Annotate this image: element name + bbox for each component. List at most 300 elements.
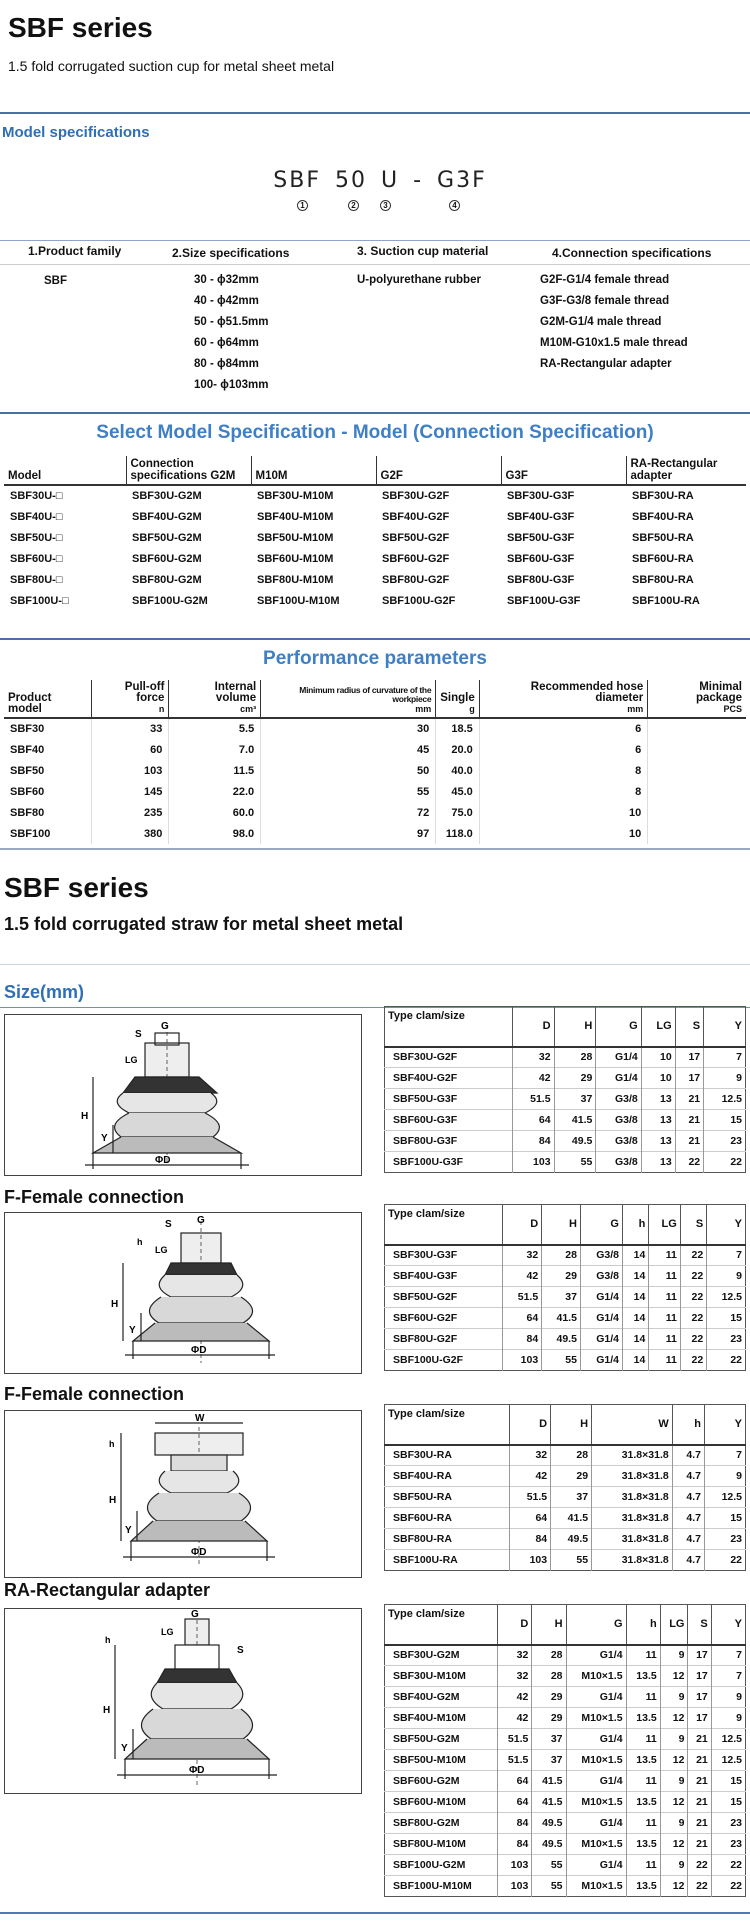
table-cell: 20.0 [436, 739, 480, 760]
table-cell: 72 [261, 802, 436, 823]
table-cell: G1/4 [580, 1287, 622, 1308]
table-header-row [385, 1605, 746, 1645]
dim-label-lg: LG [161, 1627, 174, 1637]
table-cell: 28 [554, 1047, 596, 1068]
column-header: G [580, 1205, 622, 1245]
column-header: Y [704, 1007, 746, 1047]
page-title: SBF series [8, 12, 153, 43]
table-cell: 21 [675, 1089, 703, 1110]
table-cell: SBF50U-M10M [257, 531, 334, 544]
table-cell: 42 [498, 1687, 532, 1708]
dim-label-h: H [81, 1111, 89, 1122]
table-cell: SBF40U-G3F [507, 510, 575, 523]
table-cell: 22 [680, 1245, 706, 1266]
table-cell: 55 [261, 781, 436, 802]
table-cell: 37 [532, 1750, 566, 1771]
table-cell: SBF60U-G2F [382, 552, 450, 565]
column-header: RA-Rectangular adapter [626, 456, 746, 485]
table-cell: G1/4 [580, 1308, 622, 1329]
table-cell: 21 [688, 1834, 711, 1855]
table-cell: 15 [711, 1771, 745, 1792]
divider [0, 412, 750, 414]
size-label: Size(mm) [4, 982, 85, 1002]
table-cell: SBF30U-G2F [382, 490, 450, 502]
marker-3: 3 [380, 200, 391, 211]
table-cell: 12.5 [711, 1750, 745, 1771]
table-row [4, 569, 746, 590]
table-cell: 84 [498, 1813, 532, 1834]
table-row [385, 1855, 746, 1876]
table-cell: 32 [510, 1445, 551, 1466]
table-cell: SBF40U-G2F [382, 510, 450, 523]
table-cell: G1/4 [596, 1068, 641, 1089]
connection-caption: F-Female connection [4, 1187, 185, 1207]
column-header [4, 680, 91, 718]
table-cell: 11 [626, 1687, 660, 1708]
table-cell: 12 [660, 1876, 688, 1897]
table-cell: G1/4 [580, 1329, 622, 1350]
table-cell: 31.8×31.8 [592, 1550, 673, 1571]
table-row [385, 1771, 746, 1792]
table-cell: 51.5 [498, 1750, 532, 1771]
table-row [385, 1308, 746, 1329]
column-header: G2F [376, 456, 501, 485]
material-heading: 3. Suction cup material [357, 244, 489, 258]
table-cell: 18.5 [436, 718, 480, 739]
table-cell: SBF50U-M10M [385, 1750, 498, 1771]
table-cell: 42 [512, 1068, 554, 1089]
section-title: SBF series [4, 872, 149, 903]
table-cell: 17 [688, 1666, 711, 1687]
table-cell: 14 [622, 1350, 648, 1371]
table-cell: 4.7 [672, 1550, 704, 1571]
table-cell: 9 [711, 1708, 745, 1729]
dim-label-y: Y [125, 1525, 132, 1536]
table-cell: 21 [688, 1729, 711, 1750]
table-cell: 11 [649, 1245, 680, 1266]
table-cell: SBF40 [10, 743, 45, 756]
table-cell: 9 [660, 1855, 688, 1876]
column-header: Model [8, 470, 42, 482]
table-cell: 10 [479, 823, 647, 844]
code-connection: G3F [437, 168, 487, 193]
dim-label-y: Y [129, 1325, 136, 1336]
column-header-unit: mm [627, 704, 644, 714]
table-cell: 55 [532, 1855, 566, 1876]
table-cell: 23 [711, 1813, 745, 1834]
table-cell: 21 [688, 1771, 711, 1792]
table-cell: 11 [649, 1329, 680, 1350]
table-cell: SBF60 [10, 785, 45, 798]
column-header: W [592, 1405, 673, 1445]
table-row [385, 1813, 746, 1834]
table-cell: 31.8×31.8 [592, 1529, 673, 1550]
table-cell: 41.5 [554, 1110, 596, 1131]
table-cell: SBF30U-G2F [385, 1047, 513, 1068]
table-cell: 60 [91, 739, 169, 760]
code-size: 50 [334, 168, 367, 193]
marker-1: 1 [297, 200, 308, 211]
suction-cup-drawing [5, 1411, 361, 1577]
table-row [385, 1287, 746, 1308]
table-cell: G3/8 [580, 1266, 622, 1287]
table-cell: 235 [91, 802, 169, 823]
connection-caption: RA-Rectangular adapter [4, 1580, 211, 1600]
table-cell: 22 [680, 1287, 706, 1308]
column-header [648, 680, 746, 718]
table-cell: SBF100U-M10M [385, 1876, 498, 1897]
dim-label-h: H [111, 1299, 119, 1310]
table-cell: SBF30U-G3F [507, 490, 575, 502]
column-header: H [551, 1405, 592, 1445]
table-header-row [385, 1405, 746, 1445]
dim-label-s: S [237, 1645, 244, 1656]
table-cell: G1/4 [566, 1687, 626, 1708]
table-cell: 22 [711, 1876, 745, 1897]
table-cell: 9 [660, 1645, 688, 1666]
table-cell: SBF60U-G2F [385, 1308, 503, 1329]
divider [0, 240, 750, 241]
table-cell: 51.5 [498, 1729, 532, 1750]
table-row [4, 506, 746, 527]
table-cell: SBF60U-RA [385, 1508, 510, 1529]
dim-label-w: W [195, 1413, 205, 1424]
table-cell: 84 [498, 1834, 532, 1855]
table-cell: 64 [498, 1771, 532, 1792]
table-cell: 11 [649, 1287, 680, 1308]
table-cell: 11 [626, 1855, 660, 1876]
table-cell: 145 [91, 781, 169, 802]
table-cell: SBF80 [10, 806, 45, 819]
table-cell: 10 [479, 802, 647, 823]
table-cell: SBF50U-RA [385, 1487, 510, 1508]
table-cell: G1/4 [566, 1813, 626, 1834]
column-header-unit: PCS [723, 704, 742, 714]
table-cell [648, 802, 746, 823]
family-value: SBF [44, 275, 67, 287]
model-code [273, 168, 487, 193]
table-cell: 32 [498, 1666, 532, 1687]
table-cell: 29 [551, 1466, 592, 1487]
table-cell: SBF30U-M10M [257, 490, 334, 502]
code-dash: - [413, 168, 424, 193]
table-row [385, 1089, 746, 1110]
table-cell: SBF60U-□ [10, 552, 63, 565]
table-cell: 41.5 [542, 1308, 581, 1329]
table-row [4, 739, 746, 760]
table-cell: 103 [512, 1152, 554, 1173]
dim-label-g: G [197, 1215, 205, 1226]
table-cell: 7 [711, 1666, 745, 1687]
table-cell: SBF60U-RA [632, 552, 694, 565]
table-cell: 22 [680, 1266, 706, 1287]
column-header: D [503, 1205, 542, 1245]
column-header: D [498, 1605, 532, 1645]
table-cell: 49.5 [532, 1834, 566, 1855]
material-value: U-polyurethane rubber [357, 274, 481, 286]
table-cell: 103 [510, 1550, 551, 1571]
table-cell: 42 [510, 1466, 551, 1487]
table-row [4, 823, 746, 844]
table-cell: 13.5 [626, 1834, 660, 1855]
size-item: 80 - ϕ84mm [194, 358, 259, 370]
table-cell [648, 781, 746, 802]
table-cell: SBF80U-□ [10, 573, 63, 586]
table-cell: SBF30U-G3F [385, 1245, 503, 1266]
table-cell: 55 [551, 1550, 592, 1571]
table-cell: G1/4 [566, 1771, 626, 1792]
divider [0, 112, 750, 114]
column-header: S [680, 1205, 706, 1245]
table-cell: SBF80U-RA [385, 1529, 510, 1550]
table-cell [648, 823, 746, 844]
table-cell: G3/8 [596, 1152, 641, 1173]
table-cell: 17 [675, 1068, 703, 1089]
table-cell: 28 [551, 1445, 592, 1466]
table-cell: SBF100U-□ [10, 594, 69, 607]
dim-label-lg: LG [125, 1055, 138, 1065]
table-cell: 13.5 [626, 1792, 660, 1813]
table-cell: M10×1.5 [566, 1708, 626, 1729]
table-cell: SBF100U-RA [632, 594, 700, 607]
drawing-female-g2f [4, 1014, 362, 1176]
table-cell: 45 [261, 739, 436, 760]
table-cell: 14 [622, 1308, 648, 1329]
table-cell: 9 [711, 1687, 745, 1708]
table-row [4, 802, 746, 823]
table-cell: G3/8 [596, 1089, 641, 1110]
table-cell: 64 [510, 1508, 551, 1529]
table-cell: 11 [649, 1350, 680, 1371]
connection-caption: F-Female connection [4, 1384, 185, 1404]
table-cell: 28 [532, 1645, 566, 1666]
table-cell: SBF40U-M10M [385, 1708, 498, 1729]
table-cell: 37 [542, 1287, 581, 1308]
table-cell: M10×1.5 [566, 1792, 626, 1813]
table-cell: SBF50U-G2M [385, 1729, 498, 1750]
table-cell: 5.5 [169, 718, 261, 739]
table-cell: 22.0 [169, 781, 261, 802]
column-header: H [542, 1205, 581, 1245]
table-cell: 22 [688, 1855, 711, 1876]
table-cell: SBF40U-M10M [257, 510, 334, 523]
table-cell: SBF80U-G3F [507, 573, 575, 586]
column-header-unit: cm³ [240, 704, 257, 714]
dimension-table-4 [384, 1604, 746, 1897]
table-cell: 4.7 [672, 1508, 704, 1529]
table-cell: 55 [554, 1152, 596, 1173]
table-cell: SBF40U-□ [10, 510, 63, 523]
table-cell: 49.5 [554, 1131, 596, 1152]
table-row [4, 548, 746, 569]
table-cell: 21 [688, 1792, 711, 1813]
column-header: S [675, 1007, 703, 1047]
column-header-label: Recommended hose diameter [530, 681, 644, 704]
table-cell: 11 [626, 1771, 660, 1792]
column-header-label: Minimum radius of curvature of the workpiece [299, 685, 432, 704]
table-cell: 12 [660, 1834, 688, 1855]
table-row [4, 781, 746, 802]
table-row [385, 1529, 746, 1550]
table-row [385, 1350, 746, 1371]
column-header: G [566, 1605, 626, 1645]
table-cell: 22 [675, 1152, 703, 1173]
table-cell: G1/4 [566, 1645, 626, 1666]
table-cell: 12.5 [704, 1089, 746, 1110]
table-cell: 15 [704, 1110, 746, 1131]
table-cell: 22 [680, 1329, 706, 1350]
table-cell: 41.5 [551, 1508, 592, 1529]
column-header-label: Internal volume [214, 681, 257, 704]
table-cell: SBF30U-M10M [385, 1666, 498, 1687]
table-cell: G1/4 [580, 1350, 622, 1371]
dim-label-g: G [161, 1021, 169, 1032]
table-row [4, 760, 746, 781]
table-row [385, 1266, 746, 1287]
table-cell: 10 [641, 1068, 675, 1089]
table-cell: 15 [711, 1792, 745, 1813]
table-cell: 12 [660, 1792, 688, 1813]
table-cell: 55 [532, 1876, 566, 1897]
table-cell: 7 [711, 1645, 745, 1666]
table-cell: 14 [622, 1287, 648, 1308]
dim-label-s: S [165, 1219, 172, 1230]
table-cell: 60.0 [169, 802, 261, 823]
column-header-unit: mm [415, 704, 432, 714]
table-cell: SBF100U-RA [385, 1550, 510, 1571]
table-cell: 84 [503, 1329, 542, 1350]
dim-label-d: ΦD [189, 1765, 205, 1776]
dimension-table-1 [384, 1006, 746, 1173]
table-cell: SBF40U-RA [632, 510, 694, 523]
divider [0, 638, 750, 640]
dim-label-h-small: h [105, 1635, 111, 1645]
table-cell: 22 [704, 1550, 745, 1571]
column-header: Type clam/size [385, 1605, 498, 1645]
column-header: h [672, 1405, 704, 1445]
table-cell: SBF40U-G2F [385, 1068, 513, 1089]
table-cell: SBF40U-G3F [385, 1266, 503, 1287]
table-cell: SBF30U-G2M [132, 490, 202, 502]
connection-item: RA-Rectangular adapter [540, 358, 672, 370]
drawing-male-connection [4, 1608, 362, 1794]
connection-item: G3F-G3/8 female thread [540, 295, 670, 307]
table-cell: 31.8×31.8 [592, 1487, 673, 1508]
table-cell: SBF100U-G2M [132, 594, 208, 607]
column-header [261, 680, 436, 718]
table-cell: M10×1.5 [566, 1750, 626, 1771]
dim-label-d: ΦD [191, 1345, 207, 1356]
table-cell: G3/8 [596, 1110, 641, 1131]
table-cell [648, 739, 746, 760]
select-model-table [4, 456, 746, 611]
table-cell: 37 [532, 1729, 566, 1750]
table-cell: SBF50 [10, 764, 45, 777]
code-material: U [380, 168, 400, 193]
table-cell: G1/4 [566, 1855, 626, 1876]
table-cell: 32 [503, 1245, 542, 1266]
family-heading: 1.Product family [28, 244, 122, 258]
table-cell: SBF80U-G2M [385, 1813, 498, 1834]
table-cell: SBF40U-G2M [132, 510, 202, 523]
table-cell: 29 [554, 1068, 596, 1089]
table-row [385, 1245, 746, 1266]
table-cell: 9 [707, 1266, 746, 1287]
table-cell: 103 [91, 760, 169, 781]
table-cell: 11 [649, 1308, 680, 1329]
table-cell: 22 [680, 1350, 706, 1371]
dim-label-s: S [135, 1029, 142, 1040]
dim-label-d: ΦD [191, 1547, 207, 1558]
size-item: 100- ϕ103mm [194, 379, 269, 391]
table-cell: 84 [510, 1529, 551, 1550]
table-cell: 22 [680, 1308, 706, 1329]
table-cell: 12 [660, 1708, 688, 1729]
table-row [385, 1329, 746, 1350]
table-cell: 11.5 [169, 760, 261, 781]
table-cell: 13.5 [626, 1750, 660, 1771]
table-cell: SBF60U-M10M [257, 552, 334, 565]
table-row [385, 1550, 746, 1571]
table-cell: SBF100U-G2F [385, 1350, 503, 1371]
table-cell: 49.5 [551, 1529, 592, 1550]
table-cell: SBF100U-G2M [385, 1855, 498, 1876]
divider [0, 264, 750, 265]
table-row [385, 1068, 746, 1089]
table-cell: 31.8×31.8 [592, 1445, 673, 1466]
table-cell: 7 [704, 1047, 746, 1068]
dim-label-g: G [191, 1609, 199, 1620]
model-spec-label: Model specifications [2, 124, 150, 141]
table-cell: 4.7 [672, 1445, 704, 1466]
connection-item: G2M-G1/4 male thread [540, 316, 662, 328]
table-cell: 380 [91, 823, 169, 844]
table-row [385, 1687, 746, 1708]
suction-cup-drawing [5, 1213, 361, 1373]
table-cell: 23 [704, 1529, 745, 1550]
table-row [385, 1834, 746, 1855]
table-cell: 28 [532, 1666, 566, 1687]
column-header: S [688, 1605, 711, 1645]
table-cell: 29 [542, 1266, 581, 1287]
table-cell: SBF40U-G2M [385, 1687, 498, 1708]
table-row [385, 1876, 746, 1897]
table-row [385, 1645, 746, 1666]
connection-item: G2F-G1/4 female thread [540, 274, 670, 286]
size-item: 30 - ϕ32mm [194, 274, 259, 286]
column-header-unit: g [469, 704, 475, 714]
table-cell: G3/8 [580, 1245, 622, 1266]
page-subtitle: 1.5 fold corrugated suction cup for metal sheet metal [8, 58, 335, 74]
table-cell: 14 [622, 1245, 648, 1266]
table-cell: 33 [91, 718, 169, 739]
column-header: h [622, 1205, 648, 1245]
table-cell: SBF80U-RA [632, 573, 694, 586]
column-header: Type clam/size [385, 1205, 503, 1245]
table-cell: 15 [704, 1508, 745, 1529]
size-heading: 2.Size specifications [172, 246, 290, 260]
table-cell: 13 [641, 1152, 675, 1173]
table-cell: 9 [660, 1729, 688, 1750]
column-header: Type clam/size [385, 1007, 513, 1047]
table-cell: SBF50U-G2F [382, 531, 450, 544]
table-cell: SBF80U-G3F [385, 1131, 513, 1152]
table-cell: SBF80U-G2F [385, 1329, 503, 1350]
table-cell [648, 760, 746, 781]
table-row [385, 1708, 746, 1729]
size-item: 50 - ϕ51.5mm [194, 316, 269, 328]
section-subtitle: 1.5 fold corrugated straw for metal sheet metal [4, 914, 404, 934]
